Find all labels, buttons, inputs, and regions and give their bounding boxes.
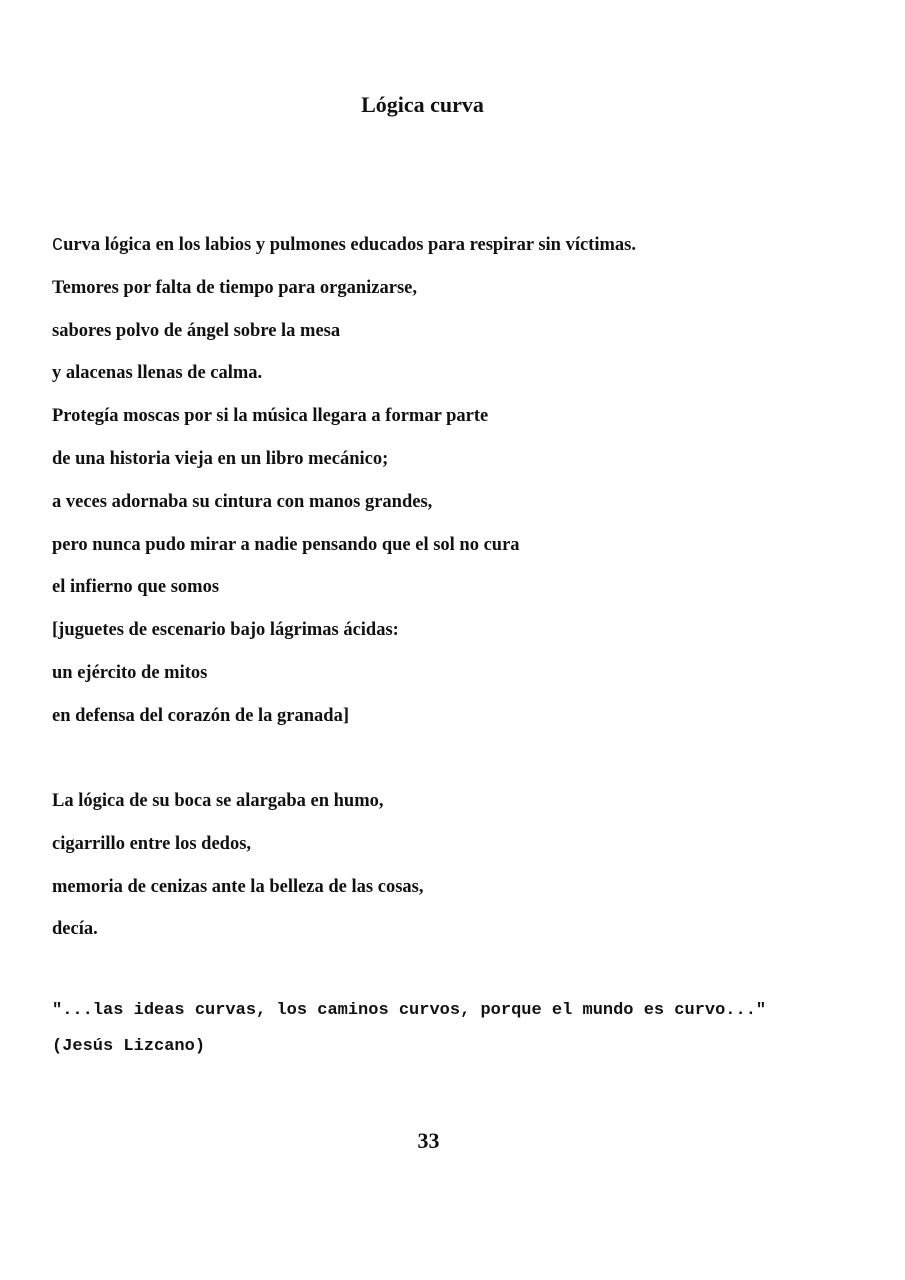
poem-title: Lógica curva <box>361 92 484 117</box>
poem-line: pero nunca pudo mirar a nadie pensando que el sol no cura <box>52 534 520 555</box>
poem-line: [juguetes de escenario bajo lágrimas ácidas: <box>52 620 399 641</box>
poem-line: cigarrillo entre los dedos, <box>52 833 252 854</box>
first-line-text: urva lógica en los labios y pulmones educados para respirar sin víctimas. <box>63 235 636 255</box>
stanza-1 <box>52 231 636 745</box>
epigraph <box>52 997 766 1069</box>
page-number: 33 <box>417 1128 440 1153</box>
initial-letter: C <box>52 235 64 256</box>
poem-line: sabores polvo de ángel sobre la mesa <box>52 320 341 341</box>
poem-line: un ejército de mitos <box>52 662 208 683</box>
poem-line: Protegía moscas por si la música llegara a formar parte <box>52 406 489 427</box>
poem-line: decía. <box>52 919 98 940</box>
poem-line: memoria de cenizas ante la belleza de las cosas, <box>52 876 424 897</box>
poem-line: el infierno que somos <box>52 577 220 598</box>
stanza-2 <box>52 787 423 958</box>
poem-line <box>52 231 636 274</box>
poem-line: en defensa del corazón de la granada] <box>52 705 350 726</box>
poem-line: La lógica de su boca se alargaba en humo, <box>52 791 384 811</box>
poem-line: a veces adornaba su cintura con manos grandes, <box>52 491 433 512</box>
poem-line: Temores por falta de tiempo para organizarse, <box>52 277 417 298</box>
epigraph-attribution: (Jesús Lizcano) <box>52 1037 206 1056</box>
epigraph-quote: "...las ideas curvas, los caminos curvos, porque el mundo es curvo..." <box>52 1001 767 1020</box>
poem-line: y alacenas llenas de calma. <box>52 363 263 384</box>
poem-line: de una historia vieja en un libro mecánico; <box>52 448 389 469</box>
